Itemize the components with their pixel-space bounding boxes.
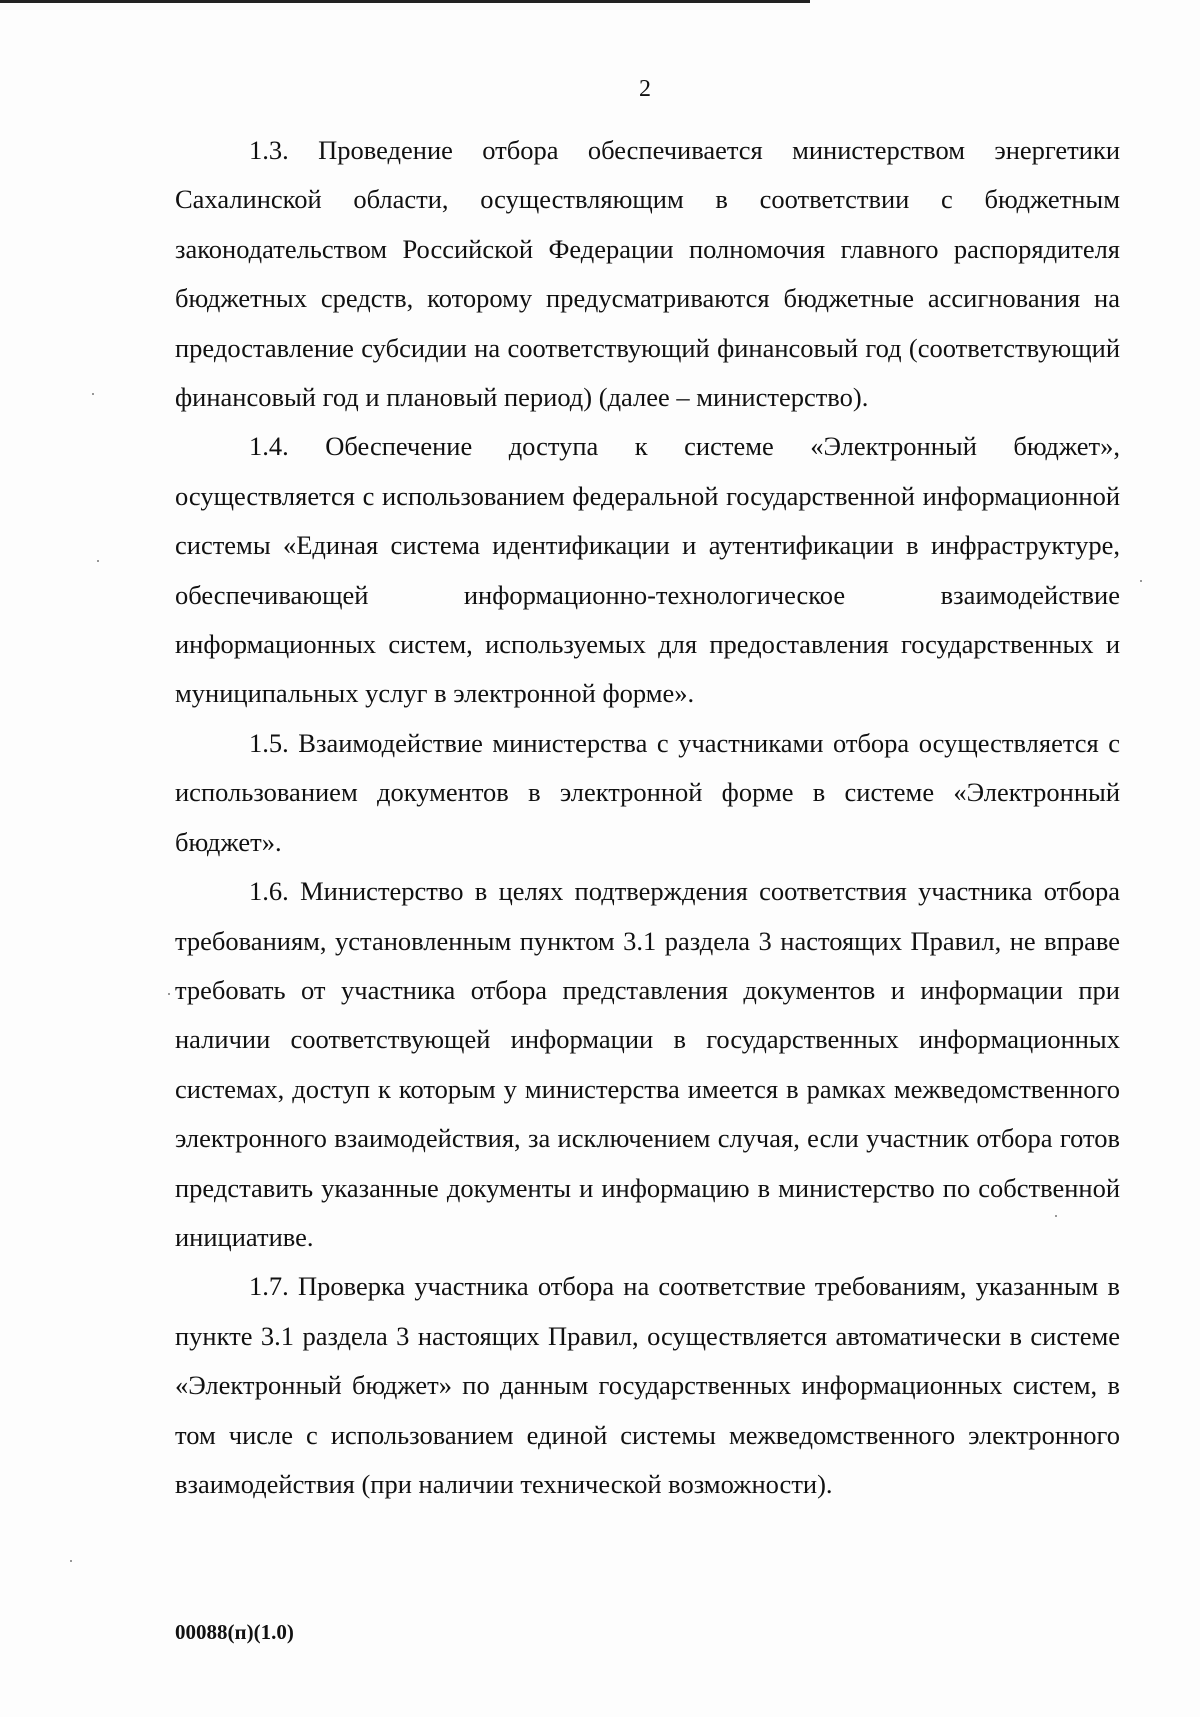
scan-speck — [1055, 1215, 1057, 1217]
scan-speck — [92, 393, 94, 395]
scan-speck — [97, 560, 99, 562]
document-code: 00088(п)(1.0) — [175, 1620, 294, 1644]
paragraph-1-5: 1.5. Взаимодействие министерства с участниками отбора осуществляется с использованием документов в электронной форме в системе «Электронный бюджет». — [175, 727, 1120, 857]
scan-speck — [70, 1560, 72, 1562]
scan-speck — [168, 993, 170, 995]
scan-speck — [1140, 580, 1142, 582]
paragraph-1-6: 1.6. Министерство в целях подтверждения соответствия участника отбора требованиям, установленным пунктом 3.1 раздела 3 настоящих Правил, не вправе требовать от участника отбора представления документов и информации при наличии соответствующей информации в государственных информационных системах, доступ к которым у министерства имеется в рамках межведомственного электронного взаимодействия, за исключением случая, если участник отбора готов представить указанные документы и информацию в министерство по собственной инициативе. — [175, 876, 1120, 1252]
paragraph-1-4: 1.4. Обеспечение доступа к системе «Электронный бюджет», осуществляется с использованием федеральной государственной информационной системы «Единая система идентификации и аутентификации в инфраструктуре, обеспечивающей информационно-технологическое взаимодействие информационных систем, используемых для предоставления государственных и муниципальных услуг в электронной форме». — [175, 431, 1120, 709]
document-body — [175, 126, 1120, 1509]
page-number: 2 — [639, 76, 651, 102]
paragraph-1-3: 1.3. Проведение отбора обеспечивается министерством энергетики Сахалинской области, осуществляющим в соответствии с бюджетным законодательством Российской Федерации полномочия главного распорядителя бюджетных средств, которому предусматриваются бюджетные ассигнования на предоставление субсидии на соответствующий финансовый год (соответствующий финансовый год и плановый период) (далее – министерство). — [175, 135, 1120, 413]
top-border-line — [0, 0, 810, 3]
paragraph-1-7: 1.7. Проверка участника отбора на соответствие требованиям, указанным в пункте 3.1 раздела 3 настоящих Правил, осуществляется автоматически в системе «Электронный бюджет» по данным государственных информационных систем, в том числе с использованием единой системы межведомственного электронного взаимодействия (при наличии технической возможности). — [175, 1271, 1120, 1499]
